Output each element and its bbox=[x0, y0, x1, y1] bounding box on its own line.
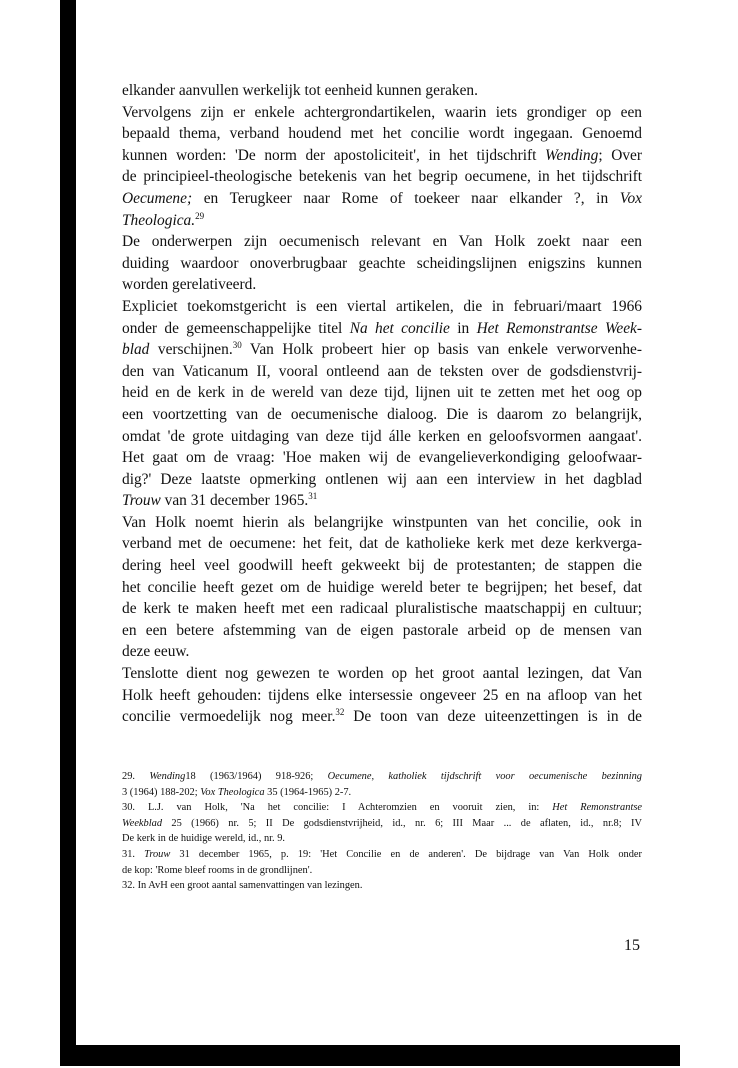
body-line bbox=[122, 210, 642, 232]
text-segment: Tenslotte dient nog gewezen te worden op het groot aantal lezingen, dat Van bbox=[122, 665, 642, 683]
text-segment: kunnen worden: 'De norm der apostoliciteit', in het tijdschrift bbox=[122, 146, 546, 164]
body-line bbox=[122, 274, 642, 296]
text-segment: verband met de oecumene: het feit, dat de katholieke kerk met deze kerkverga- bbox=[122, 535, 642, 553]
body-line bbox=[122, 447, 642, 469]
text-segment: Oecumene; bbox=[122, 189, 193, 207]
body-line bbox=[122, 231, 642, 253]
text-segment: Weekblad bbox=[122, 817, 163, 829]
text-segment: Vox bbox=[619, 189, 642, 207]
text-segment: ; Over bbox=[598, 146, 643, 164]
text-segment: verschijnen. bbox=[149, 341, 233, 359]
body-line bbox=[122, 253, 642, 275]
text-segment: de kerk te maken heeft met een radicaal pluralistische maatschappij en cultuur; bbox=[122, 600, 642, 618]
body-line bbox=[122, 296, 642, 318]
body-line bbox=[122, 123, 642, 145]
text-segment: concilie vermoedelijk nog meer. bbox=[122, 708, 336, 726]
text-segment: Van Holk noemt hierin als belangrijke winstpunten van het concilie, ook in bbox=[122, 513, 642, 531]
body-line bbox=[122, 598, 642, 620]
body-text bbox=[122, 80, 642, 728]
text-segment: een voortzetting van de oecumenische dialoog. Die is daarom zo belangrijk, bbox=[122, 405, 642, 423]
text-segment: Wending bbox=[149, 771, 186, 782]
text-segment: Van Holk probeert hier op basis van enkele verworvenhe- bbox=[241, 341, 642, 359]
text-segment: Het Remonstrantse Week- bbox=[476, 319, 642, 337]
body-line bbox=[122, 469, 642, 491]
text-segment: dig?' Deze laatste opmerking ontlenen wij aan een interview in het dagblad bbox=[122, 470, 642, 488]
text-segment: omdat 'de grote uitdaging van deze tijd álle kerken en geloofsvormen aangaat'. bbox=[122, 427, 642, 445]
body-line bbox=[122, 145, 642, 167]
text-segment: 31. bbox=[122, 848, 145, 860]
body-line bbox=[122, 490, 642, 512]
footnote-line bbox=[122, 863, 642, 879]
text-segment: worden gerelativeerd. bbox=[122, 276, 257, 294]
text-segment: duiding waardoor onoverbrugbaar geachte scheidingslijnen enigszins kunnen bbox=[122, 254, 642, 272]
text-segment: heid en de kerk in de wereld van deze tijd, lijnen uit te zetten met het oog op bbox=[122, 384, 642, 402]
text-segment: 30. L.J. van Holk, 'Na het concilie: I Achteromzien en vooruit zien, in: bbox=[122, 802, 553, 814]
text-segment: en een betere afstemming van de eigen pastorale arbeid op de mensen van bbox=[122, 621, 642, 639]
text-segment: deze eeuw. bbox=[122, 643, 190, 661]
text-segment: Trouw bbox=[122, 492, 161, 510]
body-line bbox=[122, 361, 642, 383]
scan-edge-left bbox=[60, 0, 76, 1045]
text-segment: Wending bbox=[545, 146, 599, 164]
body-line bbox=[122, 339, 642, 361]
body-line bbox=[122, 188, 642, 210]
body-line bbox=[122, 706, 642, 728]
text-segment: 25 (1966) nr. 5; II De godsdienstvrijheid, id., nr. 6; III Maar ... de aflaten, id., nr.8; IV bbox=[162, 817, 642, 829]
text-segment: en Terugkeer naar Rome of toekeer naar elkander ?, in bbox=[192, 189, 620, 207]
text-segment: 32. In AvH een groot aantal samenvattingen van lezingen. bbox=[122, 880, 363, 892]
body-line bbox=[122, 685, 642, 707]
footnote-line bbox=[122, 785, 642, 801]
footnote-ref[interactable]: 30 bbox=[232, 340, 242, 350]
text-segment: De kerk in de huidige wereld, id., nr. 9. bbox=[122, 833, 286, 845]
footnote-line bbox=[122, 831, 642, 847]
text-segment: van 31 december 1965. bbox=[160, 492, 309, 510]
body-line bbox=[122, 555, 642, 577]
footnote-ref[interactable]: 29 bbox=[195, 210, 205, 221]
body-line bbox=[122, 404, 642, 426]
text-segment: bepaald thema, verband houdend met het concilie wordt ingegaan. Genoemd bbox=[122, 125, 642, 143]
text-segment: Holk heeft gehouden: tijdens elke intersessie ongeveer 25 en na afloop van het bbox=[122, 686, 642, 704]
text-segment: Theologica. bbox=[122, 211, 196, 229]
text-segment: dering heel veel goodwill heeft gekweekt bij de protestanten; de stappen die bbox=[122, 557, 642, 575]
body-line bbox=[122, 577, 642, 599]
body-line bbox=[122, 166, 642, 188]
text-segment: Expliciet toekomstgericht is een viertal artikelen, die in februari/maart 1966 bbox=[122, 297, 642, 315]
text-segment: 31 december 1965, p. 19: 'Het Concilie en de anderen'. De bijdrage van Van Holk onder bbox=[170, 848, 642, 860]
text-segment: onder de gemeenschappelijke titel bbox=[122, 319, 350, 337]
text-segment: de kop: 'Rome bleef rooms in de grondlijnen'. bbox=[122, 864, 313, 876]
footnote-line bbox=[122, 769, 642, 785]
text-segment: 29. bbox=[122, 771, 150, 782]
text-segment: elkander aanvullen werkelijk tot eenheid kunnen geraken. bbox=[122, 82, 478, 99]
text-segment: 35 (1964-1965) 2-7. bbox=[264, 786, 352, 798]
footnote-line bbox=[122, 800, 642, 816]
footnote-ref[interactable]: 32 bbox=[335, 707, 345, 718]
text-segment: Vervolgens zijn er enkele achtergrondartikelen, waarin iets grondiger op een bbox=[122, 103, 642, 121]
scan-edge-bottom bbox=[60, 1045, 680, 1066]
footnotes bbox=[122, 769, 642, 894]
text-segment: 3 (1964) 188-202; bbox=[122, 786, 201, 798]
body-line bbox=[122, 663, 642, 685]
text-segment: De toon van deze uiteenzettingen is in de bbox=[344, 708, 643, 726]
page-number: 15 bbox=[624, 937, 640, 954]
body-line bbox=[122, 80, 642, 102]
body-line bbox=[122, 620, 642, 642]
text-segment: de principieel-theologische betekenis van het begrip oecumene, in het tijdschrift bbox=[122, 168, 642, 186]
text-segment: Trouw bbox=[144, 848, 171, 860]
text-segment: Vox Theologica bbox=[200, 786, 265, 798]
text-segment: in bbox=[449, 319, 477, 337]
body-line bbox=[122, 512, 642, 534]
text-segment: Het Remonstrantse bbox=[552, 802, 642, 814]
footnote-line bbox=[122, 816, 642, 832]
text-segment: Na het concilie bbox=[349, 319, 450, 337]
body-line bbox=[122, 641, 642, 663]
text-segment: het concilie heeft gezet om de huidige wereld beter te begrijpen; het besef, dat bbox=[122, 578, 642, 596]
footnote-line bbox=[122, 847, 642, 863]
body-line bbox=[122, 318, 642, 340]
body-line bbox=[122, 102, 642, 124]
text-segment: De onderwerpen zijn oecumenisch relevant en Van Holk zoekt naar een bbox=[122, 233, 642, 251]
body-line bbox=[122, 533, 642, 555]
text-segment: 18 (1963/1964) 918-926; bbox=[185, 771, 328, 782]
text-segment: Oecumene, katholiek tijdschrift voor oecumenische bezinning bbox=[327, 771, 643, 782]
text-segment: den van Vaticanum II, vooral ontleend aan de teksten over de godsdienstvrij- bbox=[122, 362, 642, 380]
text-segment: blad bbox=[122, 341, 150, 359]
text-segment: Het gaat om de vraag: 'Hoe maken wij de evangelieverkondiging geloofwaar- bbox=[122, 449, 642, 467]
body-line bbox=[122, 382, 642, 404]
footnote-line bbox=[122, 878, 642, 894]
footnote-ref[interactable]: 31 bbox=[308, 491, 318, 502]
body-line bbox=[122, 426, 642, 448]
